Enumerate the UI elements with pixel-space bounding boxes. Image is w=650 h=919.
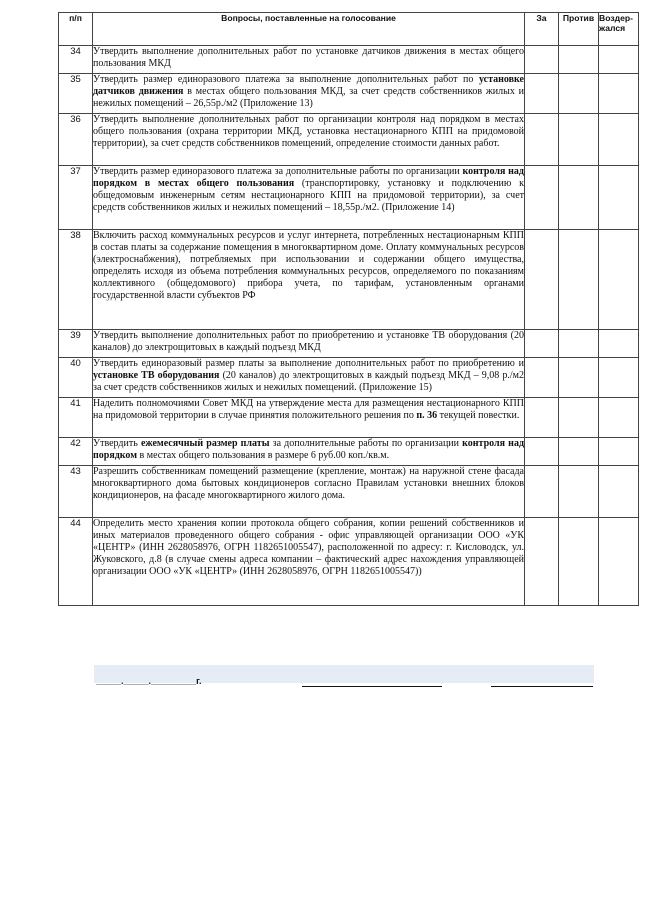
vote-for-cell[interactable] xyxy=(525,166,559,230)
vote-against-cell[interactable] xyxy=(559,438,599,466)
question-text xyxy=(93,358,525,398)
table-row xyxy=(59,230,639,330)
vote-for-cell[interactable] xyxy=(525,358,559,398)
question-text-part: в местах общего пользования в размере 6 руб.00 коп./кв.м. xyxy=(137,450,390,461)
question-number: 43 xyxy=(59,466,93,518)
question-text xyxy=(93,114,525,166)
question-text-part: Утвердить выполнение дополнительных работ по установке датчиков движения в местах общего пользования МКД xyxy=(93,46,524,69)
vote-for-cell[interactable] xyxy=(525,398,559,438)
question-text-bold: п. 36 xyxy=(416,410,438,421)
table-row xyxy=(59,518,639,606)
question-text-part: Утвердить размер единоразового платежа за дополнительные работы по организации xyxy=(93,166,463,177)
table-row xyxy=(59,166,639,230)
vote-against-cell[interactable] xyxy=(559,166,599,230)
question-text-bold: установке ТВ оборудования xyxy=(93,370,220,381)
table-body xyxy=(59,46,639,606)
question-text-part: (20 каналов) до электрощитовых в каждый подъезд МКД – 9,08 р./м2 за счет средств собственников жилых и нежилых помещений. (Приложение 15) xyxy=(93,370,525,393)
question-text-part: в местах общего пользования МКД, за счет средств собственников жилых и нежилых помещений – 26,55р./м2 (Приложение 13) xyxy=(93,86,525,109)
header-number: п/п xyxy=(59,13,93,46)
vote-abstained-cell[interactable] xyxy=(599,466,639,518)
question-number: 35 xyxy=(59,74,93,114)
table-row xyxy=(59,466,639,518)
vote-against-cell[interactable] xyxy=(559,398,599,438)
header-question: Вопросы, поставленные на голосование xyxy=(93,13,525,46)
vote-for-cell[interactable] xyxy=(525,114,559,166)
question-text-bold: контроля над порядком в местах общего пользования xyxy=(93,166,524,189)
question-text xyxy=(93,518,525,606)
vote-against-cell[interactable] xyxy=(559,114,599,166)
table-row xyxy=(59,46,639,74)
vote-abstained-cell[interactable] xyxy=(599,398,639,438)
vote-abstained-cell[interactable] xyxy=(599,358,639,398)
vote-abstained-cell[interactable] xyxy=(599,330,639,358)
question-text-part: текущей повестки. xyxy=(437,410,520,421)
question-text xyxy=(93,230,525,330)
vote-abstained-cell[interactable] xyxy=(599,166,639,230)
question-text-part: Разрешить собственникам помещений размещение (крепление, монтаж) на наружной стене фасада многоквартирного дома бытовых кондиционеров согласно Правилам установки внешних блоков кондиционеров, на фасаде многоквартирного жилого дома. xyxy=(93,466,524,501)
question-text xyxy=(93,398,525,438)
signature-date: _____._____._________г. xyxy=(96,676,202,686)
vote-for-cell[interactable] xyxy=(525,466,559,518)
vote-against-cell[interactable] xyxy=(559,46,599,74)
vote-for-cell[interactable] xyxy=(525,230,559,330)
table-row xyxy=(59,114,639,166)
table-row xyxy=(59,330,639,358)
vote-against-cell[interactable] xyxy=(559,518,599,606)
question-text xyxy=(93,46,525,74)
question-number: 41 xyxy=(59,398,93,438)
question-number: 39 xyxy=(59,330,93,358)
question-number: 40 xyxy=(59,358,93,398)
question-number: 37 xyxy=(59,166,93,230)
vote-abstained-cell[interactable] xyxy=(599,518,639,606)
vote-for-cell[interactable] xyxy=(525,438,559,466)
table-row xyxy=(59,438,639,466)
table-row xyxy=(59,358,639,398)
vote-for-cell[interactable] xyxy=(525,46,559,74)
table-header-row xyxy=(59,13,639,46)
signature-name-line xyxy=(491,686,593,687)
question-number: 36 xyxy=(59,114,93,166)
table-row xyxy=(59,74,639,114)
vote-against-cell[interactable] xyxy=(559,330,599,358)
vote-abstained-cell[interactable] xyxy=(599,230,639,330)
question-number: 34 xyxy=(59,46,93,74)
header-for: За xyxy=(525,13,559,46)
question-number: 44 xyxy=(59,518,93,606)
question-text-part: Утвердить выполнение дополнительных работ по приобретению и установке ТВ оборудования (20 каналов) до электрощитовых в каждый подъезд МКД xyxy=(93,330,524,353)
vote-against-cell[interactable] xyxy=(559,466,599,518)
question-text-part: Определить место хранения копии протокола общего собрания, копии решений собственников и иных материалов проведенного общего собрания - офис управляющей организации ООО «УК «ЦЕНТР» (ИНН 2628058976, ОГРН 1182651005547), расположенной по адресу: г. Кисловодск, ул. Жуковского, д.8 (в случае смены адреса компании – фактический адрес нахождения управляющей организации ООО «УК «ЦЕНТР» (ИНН 2628058976, ОГРН 1182651005547)) xyxy=(93,518,524,577)
question-number: 42 xyxy=(59,438,93,466)
question-text-bold: ежемесячный размер платы xyxy=(140,438,270,449)
vote-for-cell[interactable] xyxy=(525,518,559,606)
vote-against-cell[interactable] xyxy=(559,230,599,330)
question-text xyxy=(93,466,525,518)
question-text xyxy=(93,166,525,230)
vote-abstained-cell[interactable] xyxy=(599,46,639,74)
table-row xyxy=(59,398,639,438)
vote-against-cell[interactable] xyxy=(559,74,599,114)
voting-table xyxy=(58,12,639,606)
vote-abstained-cell[interactable] xyxy=(599,438,639,466)
vote-abstained-cell[interactable] xyxy=(599,74,639,114)
question-text-part: Утвердить выполнение дополнительных работ по организации контроля над порядком в местах общего пользования (охрана территории МКД, установка нестационарного КПП на придомовой территории), за счет средств собственников помещений, определение стоимости данных работ. xyxy=(93,114,524,149)
question-text-bold: контроля над порядком xyxy=(93,438,524,461)
question-text-part: Утвердить единоразовый размер платы за выполнение дополнительных работ по приобретению и xyxy=(93,358,524,369)
question-text-part: Утвердить размер единоразового платежа за выполнение дополнительных работ по xyxy=(93,74,479,85)
question-text-part: Наделить полномочиями Совет МКД на утверждение места для размещения нестационарного КПП на придомовой территории в случае принятия положительного решения по xyxy=(93,398,524,421)
question-text-part: Утвердить xyxy=(93,438,141,449)
question-text-part: за дополнительные работы по организации xyxy=(269,438,463,449)
vote-for-cell[interactable] xyxy=(525,330,559,358)
vote-abstained-cell[interactable] xyxy=(599,114,639,166)
header-abstained: Воздер- жался xyxy=(599,13,639,46)
question-text xyxy=(93,74,525,114)
question-text-bold: установке датчиков движения xyxy=(93,74,524,97)
question-text-part: (транспортировку, установку и подключению к общедомовым инженерным сетям нестационарного КПП на придомовой территории), за счет средств собственников жилых и нежилых помещений – 18,55р./м2. (Приложение 14) xyxy=(93,178,525,213)
question-text xyxy=(93,438,525,466)
signature-line xyxy=(302,686,442,687)
header-against: Против xyxy=(559,13,599,46)
question-text-part: Включить расход коммунальных ресурсов и услуг интернета, потребленных нестационарным КПП в состав платы за содержание помещения в многоквартирном доме. Оплату коммунальных ресурсов (электроснабжения), потребляемых при использовании и содержании общего имущества, определять исходя из объема потребления коммунальных ресурсов, определяемого по показаниям коллективного (общедомового) прибора учета, по тарифам, установленным органами государственной власти субъектов РФ xyxy=(93,230,524,301)
question-number: 38 xyxy=(59,230,93,330)
question-text xyxy=(93,330,525,358)
vote-against-cell[interactable] xyxy=(559,358,599,398)
vote-for-cell[interactable] xyxy=(525,74,559,114)
